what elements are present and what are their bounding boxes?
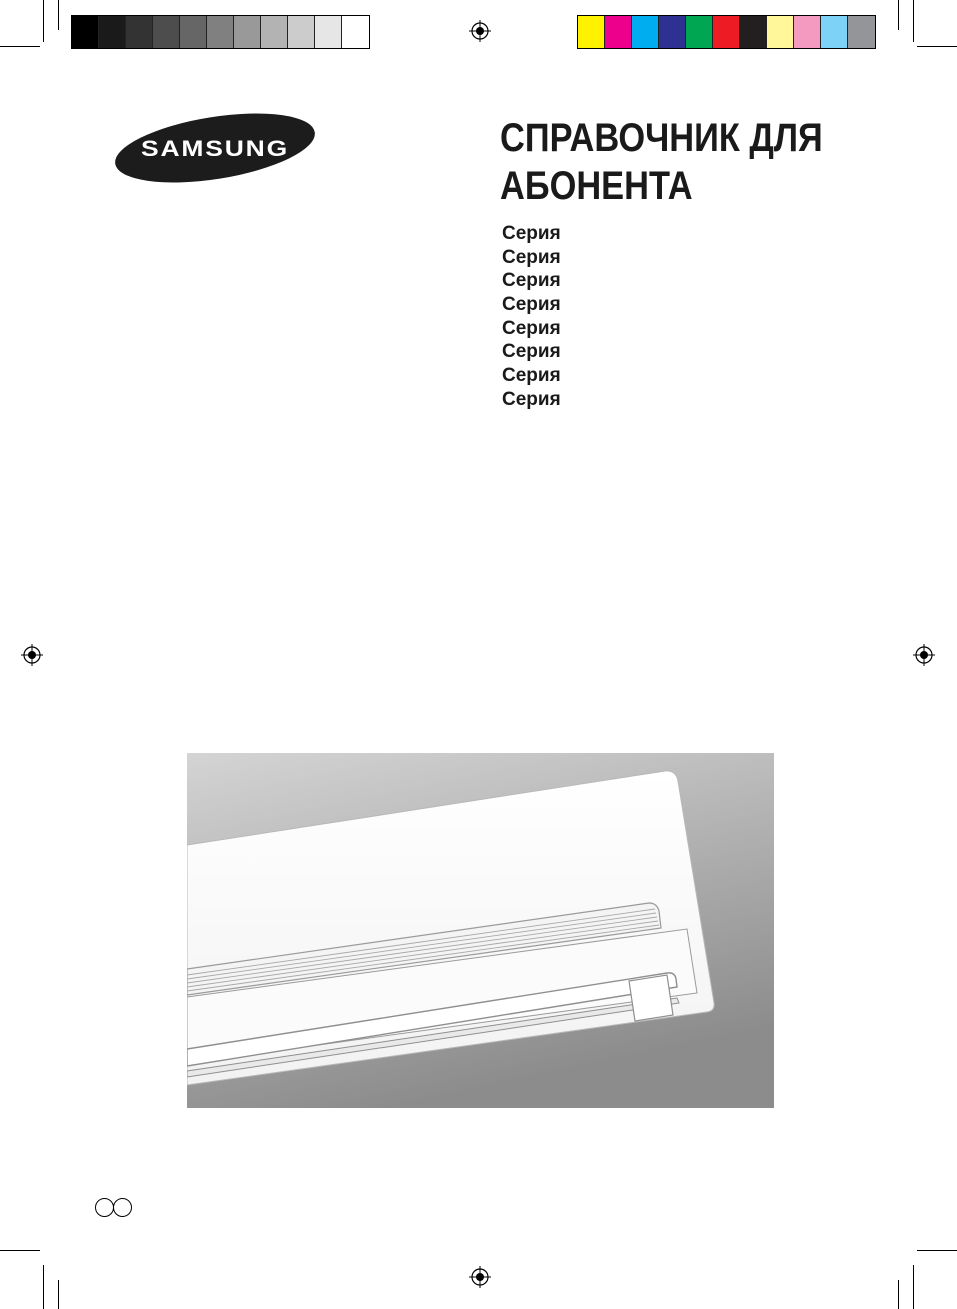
registration-mark-icon <box>913 644 935 666</box>
page-title <box>500 114 823 210</box>
series-item: Серия <box>502 246 561 268</box>
registration-mark-icon <box>469 1266 491 1288</box>
color-swatch <box>99 16 126 48</box>
color-swatch <box>767 16 794 48</box>
color-swatch <box>342 16 369 48</box>
color-swatch <box>261 16 288 48</box>
color-swatch <box>740 16 767 48</box>
color-swatch <box>153 16 180 48</box>
series-item: Серия <box>502 223 561 244</box>
series-item: Серия <box>502 317 561 339</box>
color-swatch <box>605 16 632 48</box>
color-swatch <box>794 16 821 48</box>
color-swatch <box>207 16 234 48</box>
color-swatch <box>315 16 342 48</box>
registration-mark-icon <box>469 20 491 42</box>
color-swatch <box>632 16 659 48</box>
language-indicator-icon <box>95 1198 114 1217</box>
language-indicator-icon <box>113 1198 132 1217</box>
title-line-1: СПРАВОЧНИК ДЛЯ <box>500 116 823 160</box>
title-line-2: АБОНЕНТА <box>500 164 693 208</box>
series-item: Серия <box>502 341 561 363</box>
series-item: Серия <box>502 388 561 410</box>
samsung-logo-text: SAMSUNG <box>141 136 289 161</box>
grayscale-swatch-bar <box>71 15 370 49</box>
color-swatch <box>578 16 605 48</box>
color-swatch <box>713 16 740 48</box>
color-swatch <box>180 16 207 48</box>
color-swatch <box>659 16 686 48</box>
color-swatch <box>234 16 261 48</box>
series-item: Серия <box>502 294 561 316</box>
color-swatch <box>686 16 713 48</box>
color-swatch <box>288 16 315 48</box>
air-conditioner-illustration <box>187 753 774 1108</box>
series-item: Серия <box>502 270 561 292</box>
series-list <box>502 222 561 412</box>
color-swatch <box>821 16 848 48</box>
color-swatch <box>126 16 153 48</box>
registration-mark-icon <box>21 644 43 666</box>
series-item: Серия <box>502 365 561 387</box>
color-swatch <box>848 16 875 48</box>
color-swatch-bar <box>577 15 876 49</box>
color-swatch <box>72 16 99 48</box>
samsung-logo <box>112 112 318 184</box>
